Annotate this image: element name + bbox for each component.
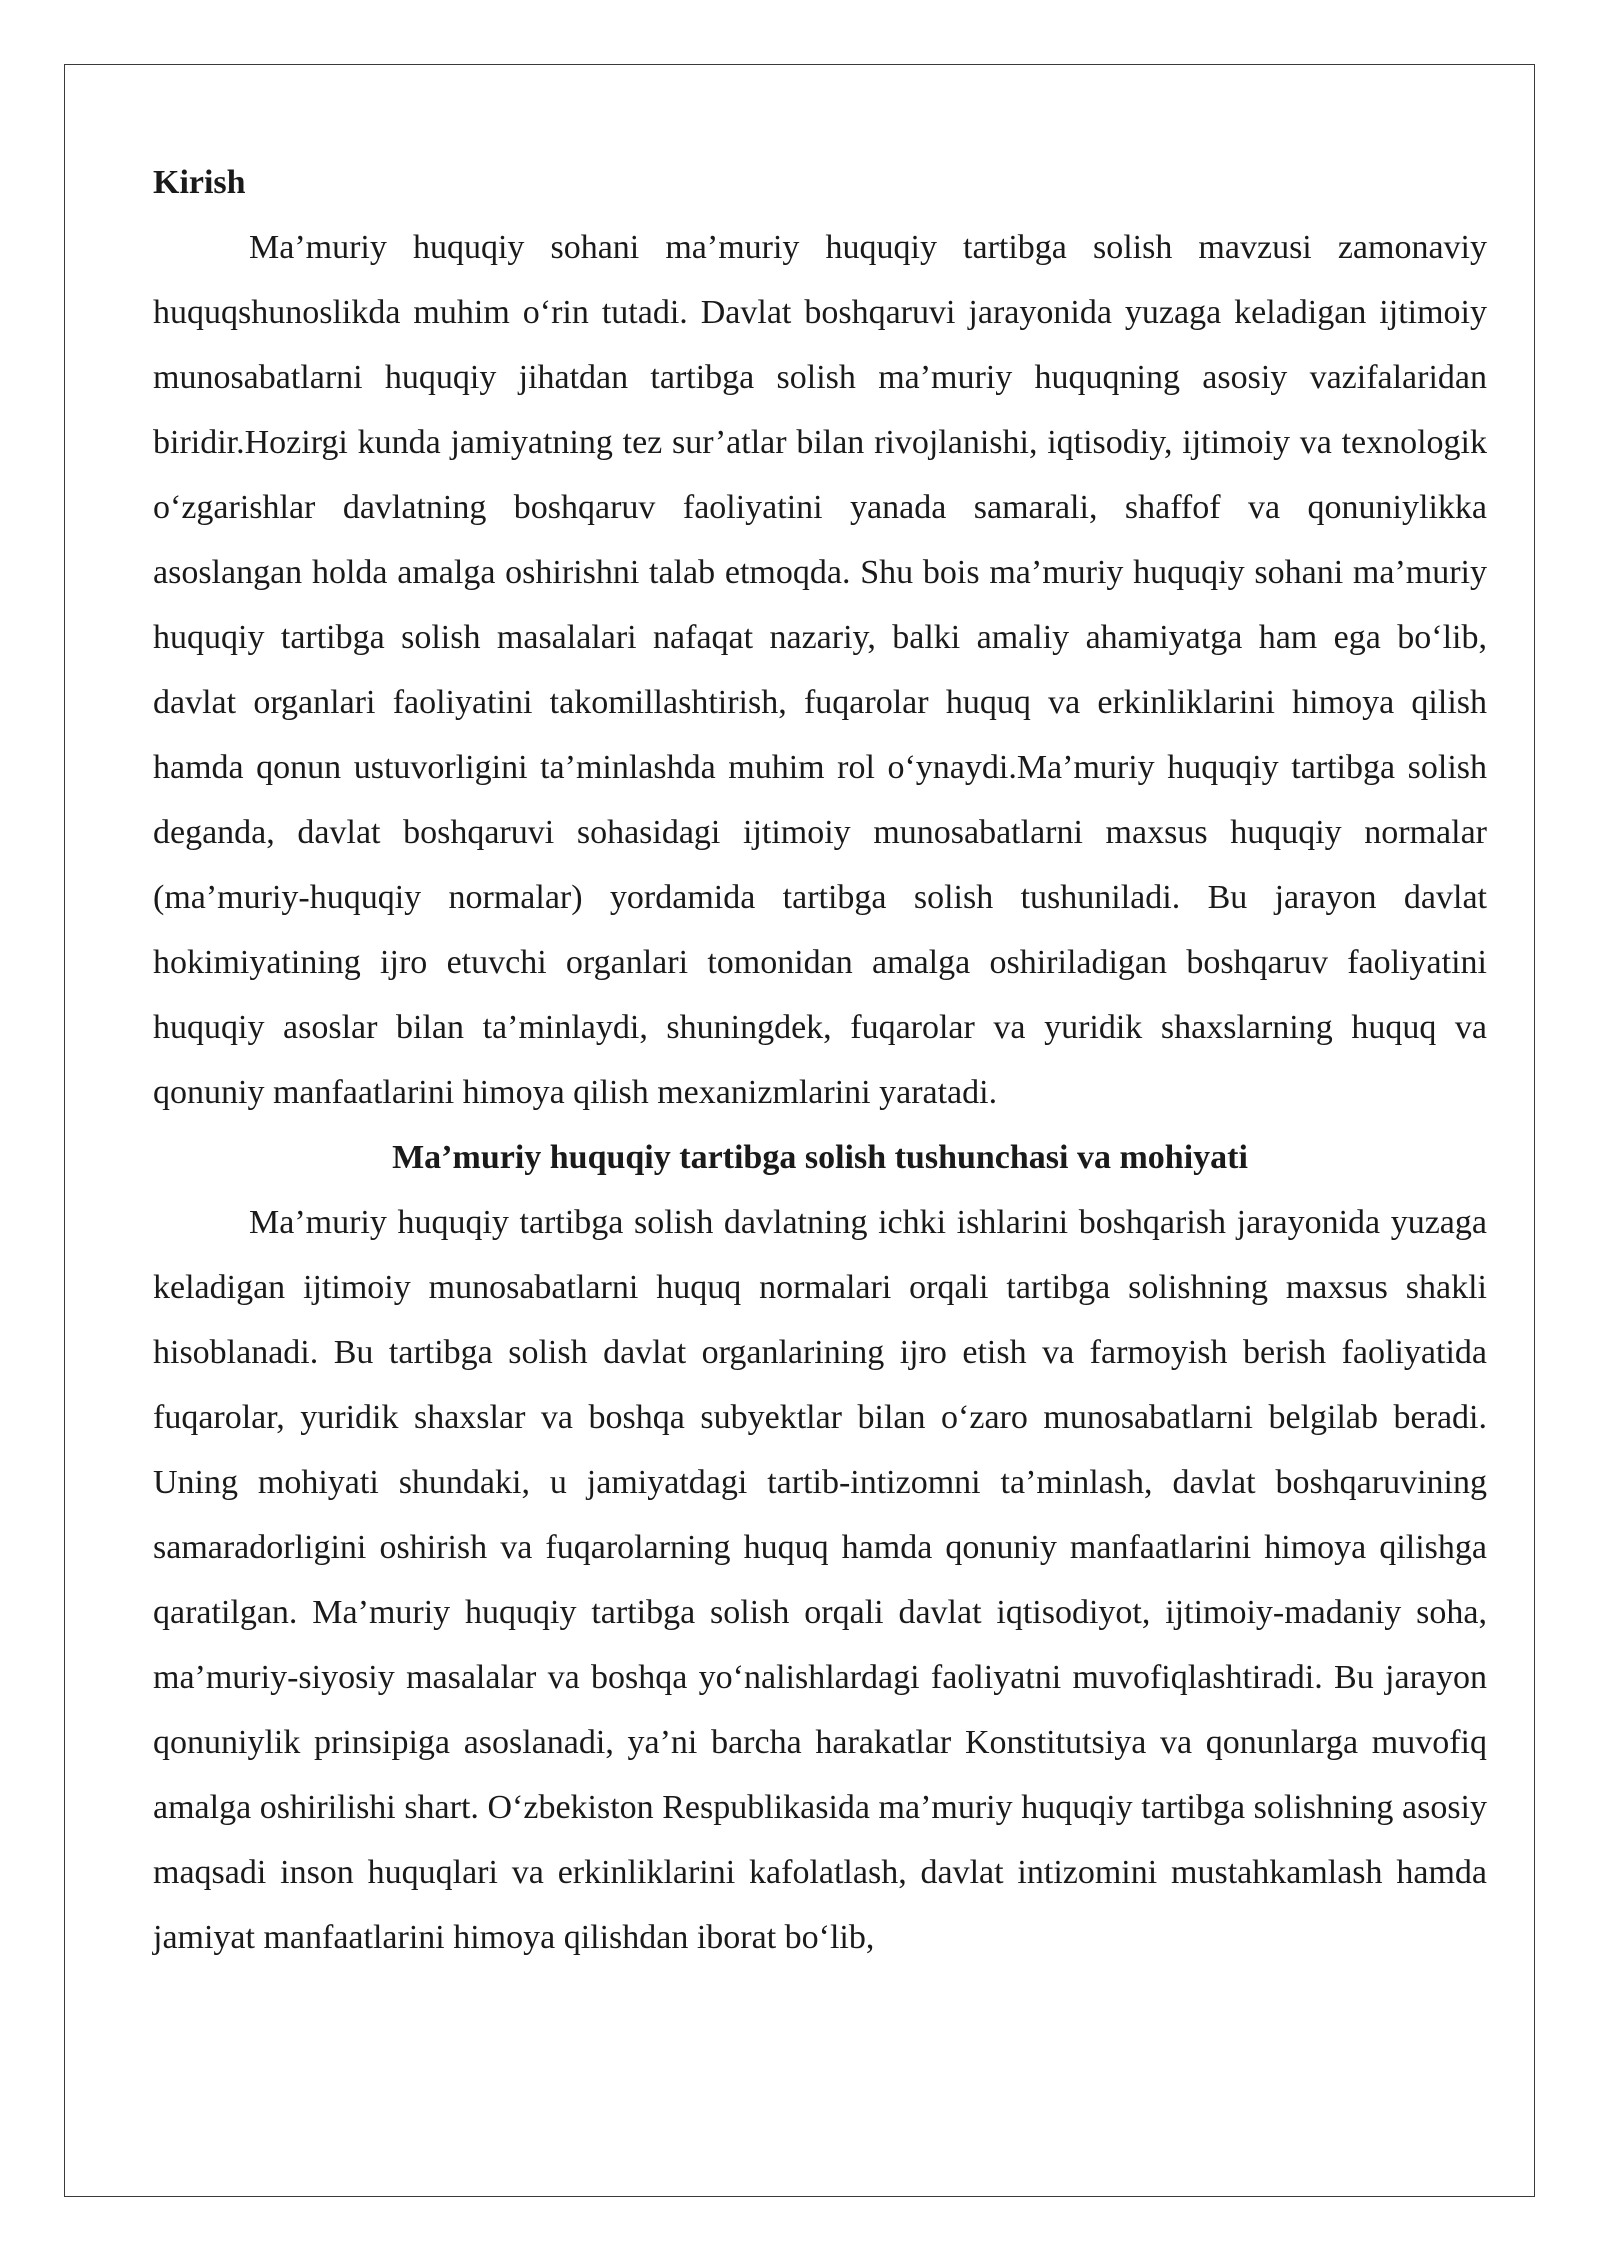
paragraph: Ma’muriy huquqiy tartibga solish davlatning ichki ishlarini boshqarish jarayonida yuzaga keladigan ijtimoiy munosabatlarni huquq normalari orqali tartibga solishning maxsus shakli hisoblanadi. Bu tartibga solish davlat organlarining ijro etish va farmoyish berish faoliyatida fuqarolar, yuridik shaxslar va boshqa subyektlar bilan o‘zaro munosabatlarni belgilab beradi. Uning mohiyati shundaki, u jamiyatdagi tartib-intizomni ta’minlash, davlat boshqaruvining samaradorligini oshirish va fuqarolarning huquq hamda qonuniy manfaatlarini himoya qilishga qaratilgan. Ma’muriy huquqiy tartibga solish orqali davlat iqtisodiyot, ijtimoiy-madaniy soha, ma’muriy-siyosiy masalalar va boshqa yo‘nalishlardagi faoliyatni muvofiqlashtiradi. Bu jarayon qonuniylik prinsipiga asoslanadi, ya’ni barcha harakatlar Konstitutsiya va qonunlarga muvofiq amalga oshirilishi shart. O‘zbekiston Respublikasida ma’muriy huquqiy tartibga solishning asosiy maqsadi inson huquqlari va erkinliklarini kafolatlash, davlat intizomini mustahkamlash hamda jamiyat manfaatlarini himoya qilishdan iborat bo‘lib, bbox=[153, 1204, 1487, 1956]
document-body bbox=[153, 150, 1487, 1970]
paragraph: Ma’muriy huquqiy sohani ma’muriy huquqiy tartibga solish mavzusi zamonaviy huquqshunoslikda muhim o‘rin tutadi. Davlat boshqaruvi jarayonida yuzaga keladigan ijtimoiy munosabatlarni huquqiy jihatdan tartibga solish ma’muriy huquqning asosiy vazifalaridan biridir.Hozirgi kunda jamiyatning tez sur’atlar bilan rivojlanishi, iqtisodiy, ijtimoiy va texnologik o‘zgarishlar davlatning boshqaruv faoliyatini yanada samarali, shaffof va qonuniylikka asoslangan holda amalga oshirishni talab etmoqda. Shu bois ma’muriy huquqiy sohani ma’muriy huquqiy tartibga solish masalalari nafaqat nazariy, balki amaliy ahamiyatga ham ega bo‘lib, davlat organlari faoliyatini takomillashtirish, fuqarolar huquq va erkinliklarini himoya qilish hamda qonun ustuvorligini ta’minlashda muhim rol o‘ynaydi.Ma’muriy huquqiy tartibga solish deganda, davlat boshqaruvi sohasidagi ijtimoiy munosabatlarni maxsus huquqiy normalar (ma’muriy-huquqiy normalar) yordamida tartibga solish tushuniladi. Bu jarayon davlat hokimiyatining ijro etuvchi organlari tomonidan amalga oshiriladigan boshqaruv faoliyatini huquqiy asoslar bilan ta’minlaydi, shuningdek, fuqarolar va yuridik shaxslarning huquq va qonuniy manfaatlarini himoya qilish mexanizmlarini yaratadi. bbox=[153, 229, 1487, 1111]
section-heading: Kirish bbox=[153, 164, 246, 201]
section-subheading: Ma’muriy huquqiy tartibga solish tushunchasi va mohiyati bbox=[392, 1139, 1248, 1176]
